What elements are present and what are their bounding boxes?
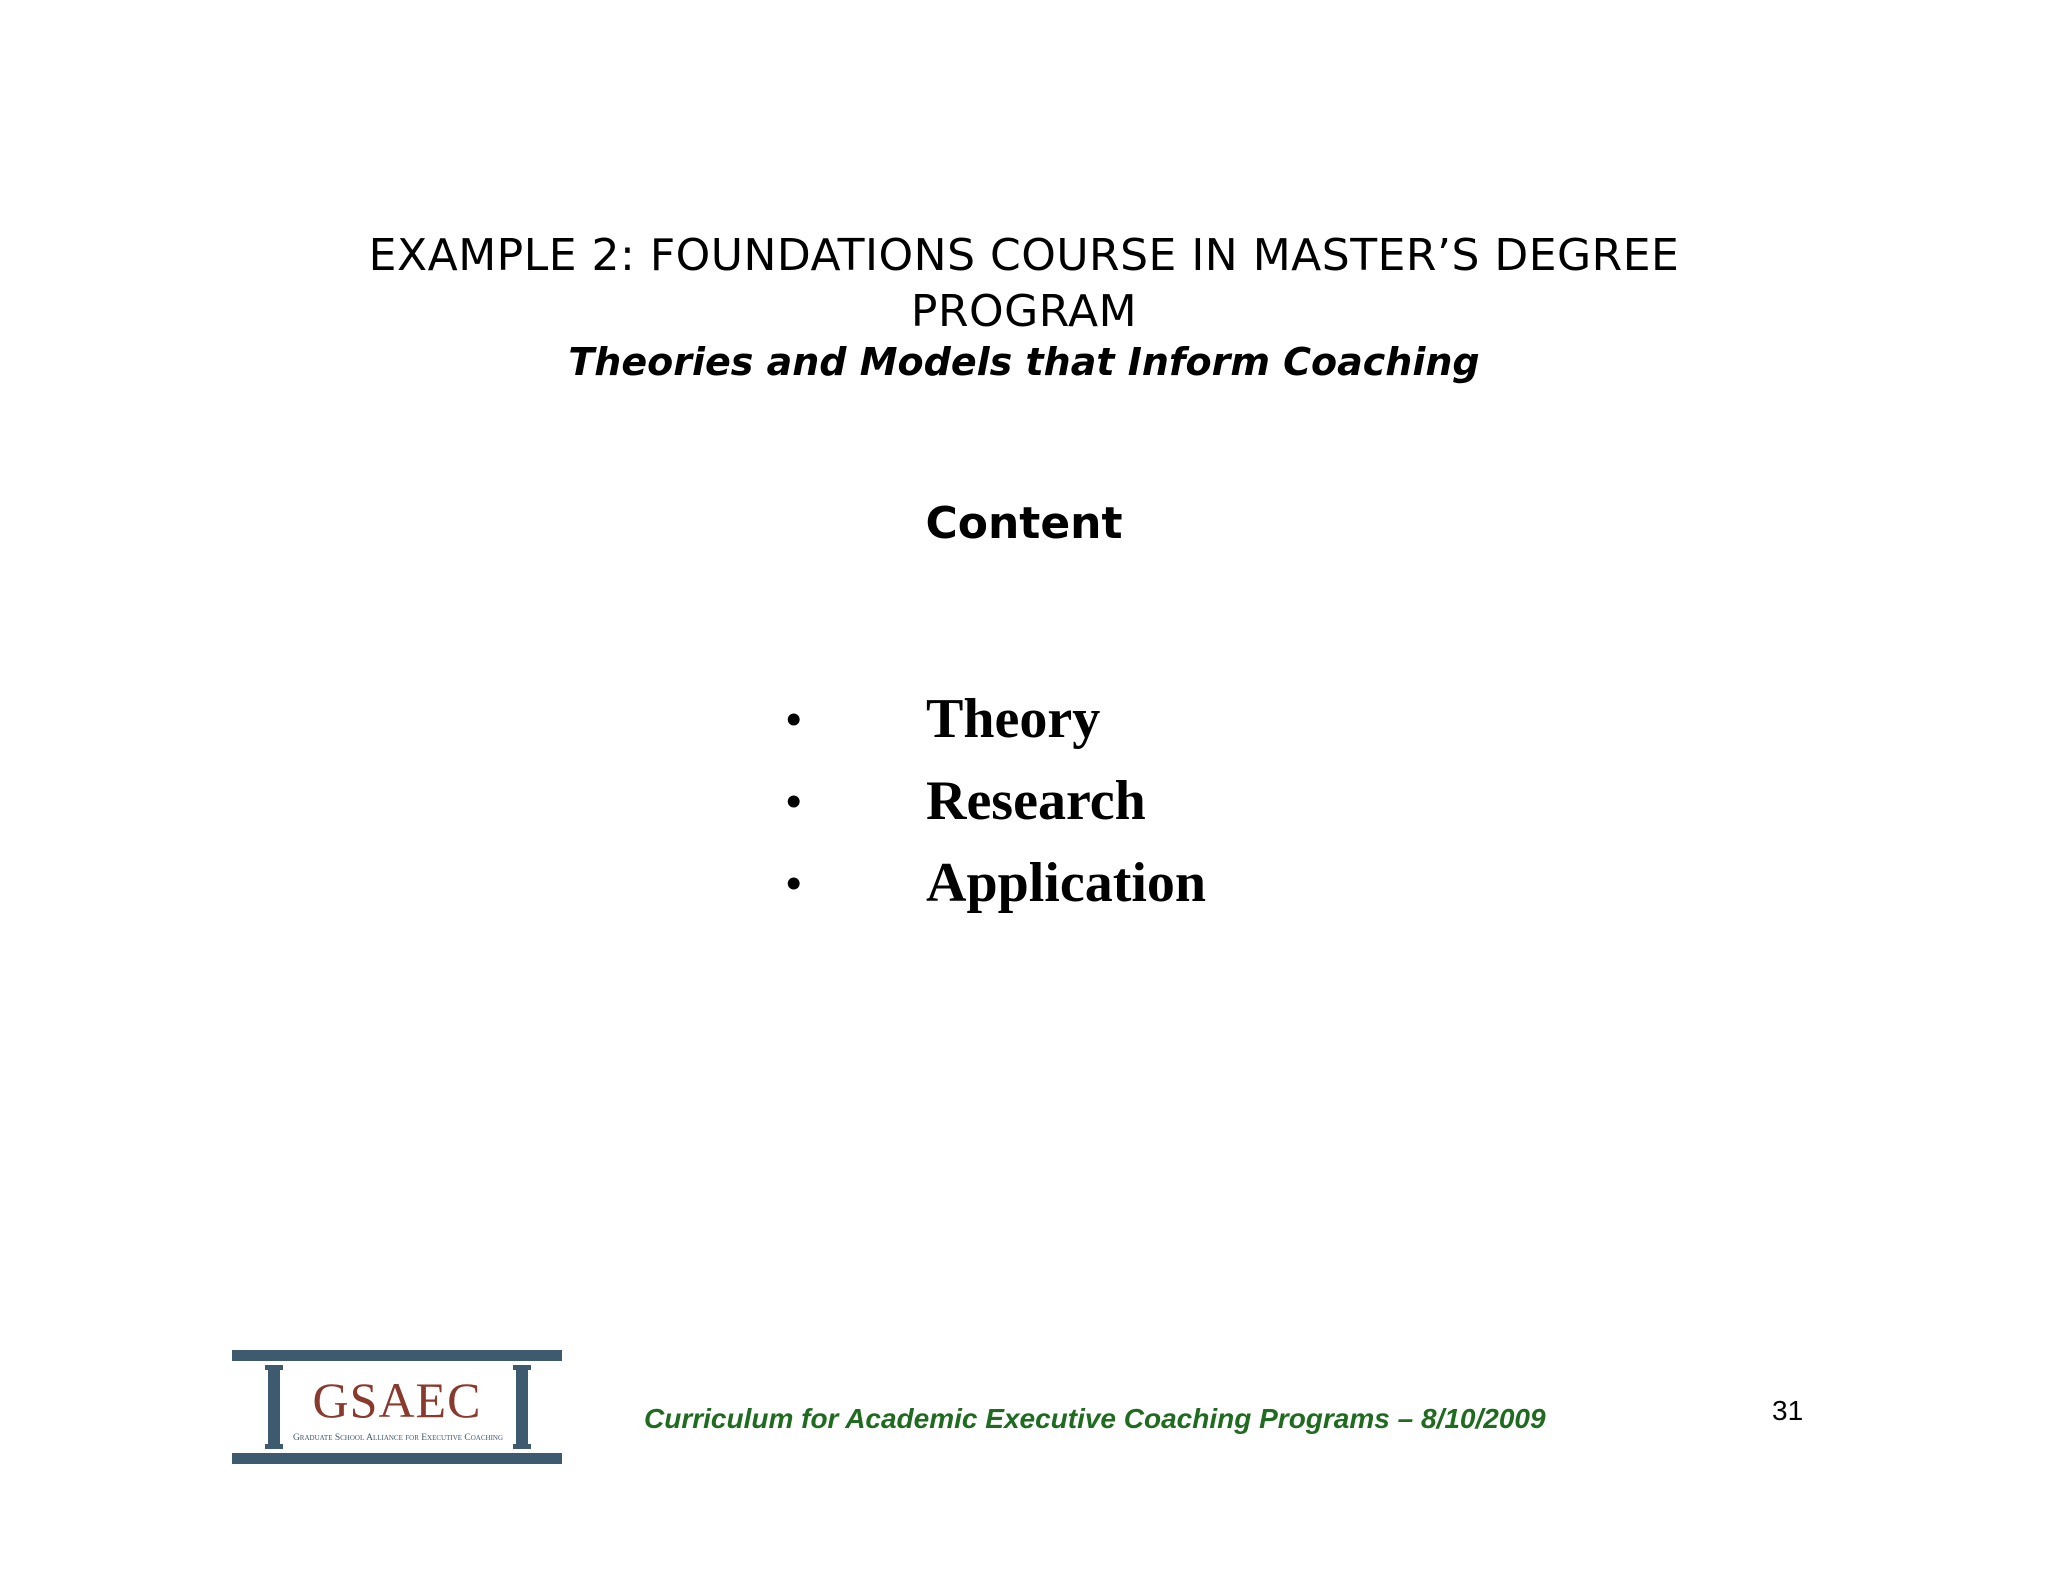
list-item: [780, 678, 1206, 760]
bullet-icon: •: [786, 858, 802, 908]
section-heading: Content: [925, 498, 1123, 549]
list-item-label: Research: [926, 770, 1146, 832]
bullet-icon: •: [786, 694, 802, 744]
slide-title-line-2: PROGRAM: [910, 286, 1138, 337]
slide-subtitle: Theories and Models that Inform Coaching: [568, 340, 1480, 384]
bullet-icon: •: [786, 776, 802, 826]
logo-top-bar: [232, 1350, 562, 1361]
slide-title: [0, 228, 2048, 340]
logo-bottom-bar: [232, 1453, 562, 1464]
logo-tagline: Graduate School Alliance for Executive Coaching: [292, 1433, 504, 1443]
list-item-label: Theory: [926, 688, 1101, 750]
slide-title-line-1: EXAMPLE 2: FOUNDATIONS COURSE IN MASTER’S DEGREE: [368, 230, 1680, 281]
content-bullet-list: [780, 678, 1206, 924]
list-item: [780, 842, 1206, 924]
list-item-label: Application: [926, 852, 1207, 914]
logo-name: GSAEC: [312, 1372, 482, 1428]
footer-text: Curriculum for Academic Executive Coaching Programs – 8/10/2009: [644, 1403, 1546, 1434]
page-number: 31: [1772, 1395, 1804, 1426]
list-item: [780, 760, 1206, 842]
gsaec-logo: [232, 1350, 562, 1464]
